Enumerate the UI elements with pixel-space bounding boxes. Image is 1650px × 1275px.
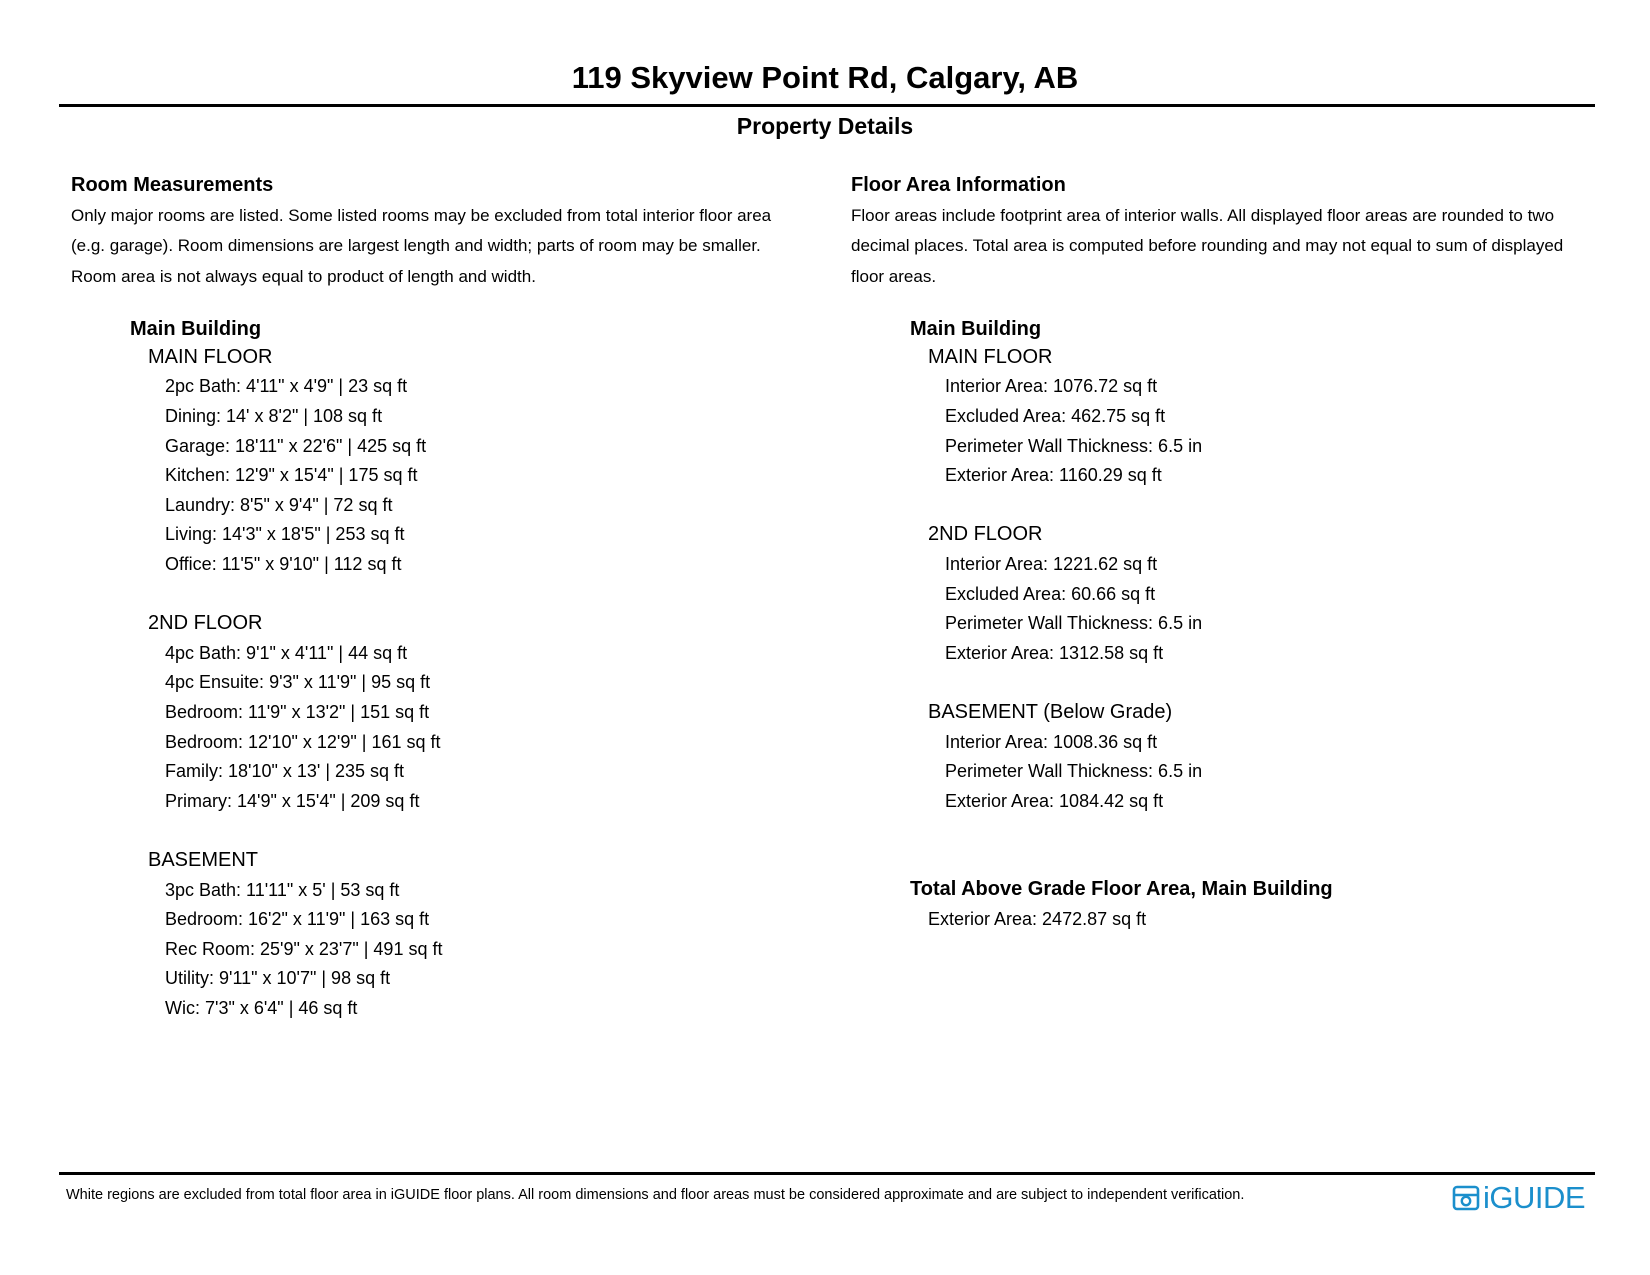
room-measurements-description — [71, 201, 811, 292]
total-area-block — [910, 875, 1611, 934]
area-item: Excluded Area: 462.75 sq ft — [945, 406, 1166, 427]
floor-name: MAIN FLOOR — [148, 345, 273, 368]
area-item: Excluded Area: 60.66 sq ft — [945, 583, 1156, 604]
footer-divider — [59, 1172, 1595, 1175]
floor-area-second — [928, 520, 1611, 668]
room-item: Bedroom: 12'10" x 12'9" | 161 sq ft — [165, 731, 441, 752]
area-item: Interior Area: 1076.72 sq ft — [945, 376, 1158, 397]
header-divider — [59, 104, 1595, 107]
description-line: Only major rooms are listed. Some listed rooms may be excluded from total interior floor area — [71, 206, 772, 225]
area-item: Interior Area: 1221.62 sq ft — [945, 554, 1158, 575]
camera-icon — [1452, 1184, 1480, 1212]
room-item: Office: 11'5" x 9'10" | 112 sq ft — [165, 554, 402, 575]
room-item: Family: 18'10" x 13' | 235 sq ft — [165, 761, 405, 782]
description-line: (e.g. garage). Room dimensions are largest length and width; parts of room may be smaller. — [71, 236, 761, 256]
room-item: Dining: 14' x 8'2" | 108 sq ft — [165, 406, 383, 427]
area-item: Exterior Area: 1312.58 sq ft — [945, 642, 1164, 663]
logo-text: iGUIDE — [1483, 1180, 1586, 1215]
room-item: Bedroom: 11'9" x 13'2" | 151 sq ft — [165, 702, 430, 723]
floor-basement — [148, 846, 811, 1024]
description-line: Room area is not always equal to product of length and width. — [71, 266, 536, 286]
room-item: Laundry: 8'5" x 9'4" | 72 sq ft — [165, 494, 393, 515]
room-item: 4pc Ensuite: 9'3" x 11'9" | 95 sq ft — [165, 672, 431, 693]
floor-area-basement — [928, 698, 1611, 816]
floor-area-description — [851, 201, 1611, 292]
room-item: Living: 14'3" x 18'5" | 253 sq ft — [165, 524, 405, 545]
page-subtitle: Property Details — [736, 113, 914, 139]
building-name: Main Building — [130, 317, 262, 340]
area-item: Exterior Area: 1160.29 sq ft — [945, 465, 1162, 486]
building-name: Main Building — [910, 317, 1042, 340]
floor-name: MAIN FLOOR — [928, 345, 1053, 368]
floor-area-section — [851, 172, 1611, 935]
room-item: Primary: 14'9" x 15'4" | 209 sq ft — [165, 790, 420, 811]
room-item: Rec Room: 25'9" x 23'7" | 491 sq ft — [165, 938, 443, 959]
room-item: Garage: 18'11" x 22'6" | 425 sq ft — [165, 435, 427, 456]
room-item: Bedroom: 16'2" x 11'9" | 163 sq ft — [165, 909, 430, 930]
description-line: decimal places. Total area is computed before rounding and may not equal to sum of displayed — [851, 236, 1564, 256]
room-item: 4pc Bath: 9'1" x 4'11" | 44 sq ft — [165, 642, 408, 663]
description-line: Floor areas include footprint area of interior walls. All displayed floor areas are rounded to two — [851, 206, 1555, 225]
area-item: Perimeter Wall Thickness: 6.5 in — [945, 435, 1203, 456]
footer-disclaimer: White regions are excluded from total floor area in iGUIDE floor plans. All room dimensions and floor areas must be considered approximate and are subject to independent verification. — [66, 1187, 1245, 1203]
area-item: Interior Area: 1008.36 sq ft — [945, 731, 1158, 752]
area-item: Perimeter Wall Thickness: 6.5 in — [945, 761, 1203, 782]
room-measurements-section — [71, 172, 811, 1024]
room-item: Utility: 9'11" x 10'7" | 98 sq ft — [165, 968, 391, 989]
total-area-heading: Total Above Grade Floor Area, Main Building — [910, 878, 1333, 901]
page-title: 119 Skyview Point Rd, Calgary, AB — [571, 60, 1079, 95]
room-item: 2pc Bath: 4'11" x 4'9" | 23 sq ft — [165, 376, 408, 397]
area-item: Exterior Area: 1084.42 sq ft — [945, 790, 1164, 811]
iguide-logo — [1452, 1180, 1585, 1216]
room-item: Wic: 7'3" x 6'4" | 46 sq ft — [165, 997, 358, 1018]
area-item: Perimeter Wall Thickness: 6.5 in — [945, 613, 1203, 634]
total-area-value: Exterior Area: 2472.87 sq ft — [928, 908, 1147, 929]
room-measurements-heading: Room Measurements — [71, 174, 274, 196]
floor-area-main — [928, 343, 1611, 491]
floor-area-heading: Floor Area Information — [851, 174, 1066, 196]
floor-name: BASEMENT — [148, 848, 259, 871]
floor-name: 2ND FLOOR — [928, 523, 1043, 546]
floor-name: BASEMENT (Below Grade) — [928, 701, 1173, 724]
room-item: 3pc Bath: 11'11" x 5' | 53 sq ft — [165, 879, 400, 900]
floor-name: 2ND FLOOR — [148, 612, 263, 635]
description-line: floor areas. — [851, 266, 937, 286]
floor-second — [148, 609, 811, 816]
room-item: Kitchen: 12'9" x 15'4" | 175 sq ft — [165, 465, 418, 486]
floor-main — [148, 343, 811, 580]
